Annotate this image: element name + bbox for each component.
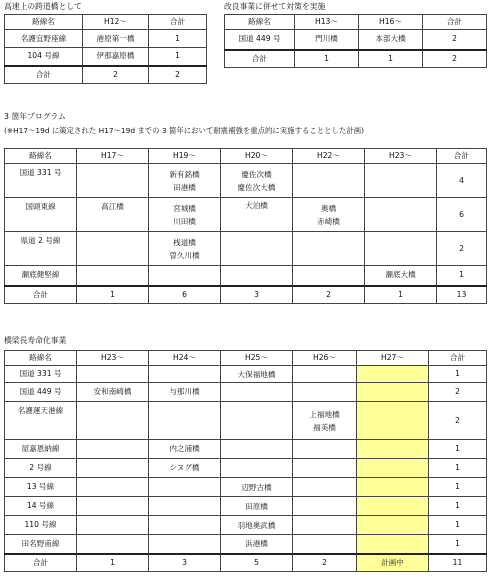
bridge-cell [221,366,293,383]
total-value: 2 [293,554,357,572]
header-h12: H12〜 [83,15,149,30]
header-h17: H17〜 [77,149,149,164]
bridge-name: 奥橋 [320,203,337,213]
bridge-cell [293,440,357,459]
bridge-cell [149,497,221,516]
header-total: 合計 [437,149,487,164]
header-route: 路線名 [5,149,77,164]
count-cell: 2 [437,232,487,266]
h27-planned-cell [357,402,429,440]
bridge-cell [149,232,221,266]
route-cell: 名護宜野座線 [5,30,83,48]
bridge-cell [293,516,357,535]
count-cell: 2 [429,402,487,440]
total-value: 11 [429,554,487,572]
total-value: 2 [423,50,487,68]
total-value: 1 [365,286,437,304]
h27-planned-cell [357,497,429,516]
header-h23: H23〜 [77,351,149,366]
bridge-cell [293,478,357,497]
bridge-name: 赤崎橋 [317,216,340,226]
bridge-cell [77,478,149,497]
route-cell: 田名野甫線 [5,535,77,554]
header-h19: H19〜 [149,149,221,164]
section-title-overpass: 高速上の跨道橋として [4,2,82,11]
bridge-cell [221,535,293,554]
total-value-planned: 計画中 [357,554,429,572]
bridge-cell: 瀬底大橋 [365,266,437,286]
route-cell: 国道 449 号 [5,383,77,402]
section-title-3year-program: 3 箇年プログラム [4,112,66,121]
bridge-cell [77,164,149,198]
route-cell: 13 号線 [5,478,77,497]
bridge-cell [77,516,149,535]
bridge-cell [221,232,293,266]
bridge-cell [149,266,221,286]
bridge-name: 川田橋 [173,216,196,226]
bridge-name: 新有銘橋 [169,169,200,179]
bridge-cell [293,232,365,266]
header-total: 合計 [429,351,487,366]
header-route: 路線名 [225,15,295,30]
total-value: 3 [149,554,221,572]
header-route: 路線名 [5,351,77,366]
bridge-cell [293,164,365,198]
bridge-cell: 内之浦橋 [149,440,221,459]
header-total: 合計 [423,15,487,30]
program-table [4,148,487,304]
bridge-cell [149,402,221,440]
header-h22: H22〜 [293,149,365,164]
header-h16: H16〜 [359,15,423,30]
total-value: 13 [437,286,487,304]
bridge-cell [293,383,357,402]
route-cell: 国道 331 号 [5,164,77,198]
h27-planned-cell [357,535,429,554]
bridge-cell [77,459,149,478]
header-h27: H27〜 [357,351,429,366]
route-cell: 国道 449 号 [225,30,295,50]
total-value: 2 [293,286,365,304]
count-cell: 1 [429,459,487,478]
header-h24: H24〜 [149,351,221,366]
bridge-cell [221,402,293,440]
bridge-cell [221,164,293,198]
bridge-cell [77,366,149,383]
count-cell: 1 [429,497,487,516]
route-cell: 104 号線 [5,48,83,66]
bridge-name: 慶佐次大橋 [237,182,276,192]
total-label: 合計 [225,50,295,68]
count-cell: 6 [437,198,487,232]
total-value: 3 [221,286,293,304]
bridge-cell [149,164,221,198]
header-h23: H23〜 [365,149,437,164]
route-cell: 14 号線 [5,497,77,516]
bridge-cell [221,266,293,286]
route-cell: 2 号線 [5,459,77,478]
count-cell: 1 [429,516,487,535]
route-cell: 国頭東線 [5,198,77,232]
count-cell: 1 [429,366,487,383]
bridge-cell [77,266,149,286]
bridge-name: 田原橋 [245,501,268,511]
bridge-cell [293,497,357,516]
bridge-cell [293,402,357,440]
bridge-cell [221,497,293,516]
bridge-cell: 安和南崎橋 [77,383,149,402]
overpass-table [4,14,207,84]
route-cell: 110 号線 [5,516,77,535]
h27-planned-cell [357,478,429,497]
bridge-cell [77,440,149,459]
total-value: 2 [149,66,207,84]
bridge-cell [221,440,293,459]
bridge-cell [293,198,365,232]
count-cell: 1 [149,48,207,66]
count-cell: 1 [429,478,487,497]
count-cell: 2 [423,30,487,50]
bridge-cell [77,497,149,516]
header-h25: H25〜 [221,351,293,366]
longevity-table [4,350,487,572]
header-h20: H20〜 [221,149,293,164]
header-h26: H26〜 [293,351,357,366]
bridge-name: 大保福地橋 [237,369,276,379]
bridge-cell [221,516,293,535]
section-title-improvement: 改良事業に併せて対策を実施 [224,2,326,11]
total-label: 合計 [5,286,77,304]
header-total: 合計 [149,15,207,30]
bridge-cell: 伊那嘉原橋 [83,48,149,66]
bridge-name: 浜港橋 [245,539,268,549]
count-cell: 4 [437,164,487,198]
count-cell: 2 [429,383,487,402]
bridge-cell [149,198,221,232]
bridge-name: 宮城橋 [173,203,196,213]
bridge-cell [77,535,149,554]
bridge-cell [293,535,357,554]
total-value: 1 [77,554,149,572]
route-cell: 名護運天港線 [5,402,77,440]
count-cell: 1 [437,266,487,286]
route-cell: 瀬底健堅線 [5,266,77,286]
bridge-name: 羽地奥武橋 [237,520,276,530]
total-value: 1 [295,50,359,68]
bridge-cell: 与那川橋 [149,383,221,402]
bridge-cell [365,232,437,266]
count-cell: 1 [429,440,487,459]
bridge-cell: シヌグ橋 [149,459,221,478]
bridge-cell [221,478,293,497]
bridge-cell [221,459,293,478]
section-note-3year-program: (※H17〜19d に策定された H17〜19d までの 3 箇年において耐震補強を重点的に実施することとした計画) [4,126,364,135]
count-cell: 1 [429,535,487,554]
header-route: 路線名 [5,15,83,30]
bridge-name: 桟道橋 [173,237,196,247]
total-value: 2 [83,66,149,84]
bridge-cell [149,366,221,383]
bridge-cell: 門川橋 [295,30,359,50]
bridge-cell [149,516,221,535]
bridge-name: 田港橋 [173,182,196,192]
bridge-cell [293,459,357,478]
bridge-cell [77,232,149,266]
h27-planned-cell [357,366,429,383]
bridge-name: 福美橋 [313,422,336,432]
bridge-name: 辺野古橋 [241,482,272,492]
bridge-cell [221,383,293,402]
h27-planned-cell [357,516,429,535]
total-label: 合計 [5,66,83,84]
bridge-name: 曽久川橋 [169,250,200,260]
bridge-cell [149,478,221,497]
h27-planned-cell [357,383,429,402]
bridge-cell [293,366,357,383]
route-cell: 国道 331 号 [5,366,77,383]
improvement-table [224,14,487,68]
total-label: 合計 [5,554,77,572]
header-h13: H13〜 [295,15,359,30]
route-cell: 県道 2 号線 [5,232,77,266]
bridge-cell [365,198,437,232]
bridge-name: 大泊橋 [245,201,268,210]
h27-planned-cell [357,459,429,478]
total-value: 1 [77,286,149,304]
bridge-cell [77,402,149,440]
bridge-cell [365,164,437,198]
route-cell: 屋嘉恩納線 [5,440,77,459]
h27-planned-cell [357,440,429,459]
bridge-name: 慶佐次橋 [241,169,272,179]
bridge-name: 上福地橋 [309,409,340,419]
bridge-cell [293,266,365,286]
total-value: 1 [359,50,423,68]
bridge-cell [221,198,293,232]
total-value: 5 [221,554,293,572]
section-title-longevity: 橋梁長寿命化事業 [4,336,67,345]
total-value: 6 [149,286,221,304]
bridge-cell [149,535,221,554]
bridge-cell: 本部大橋 [359,30,423,50]
count-cell: 1 [149,30,207,48]
bridge-cell: 高江橋 [77,198,149,232]
bridge-cell: 港原第一橋 [83,30,149,48]
